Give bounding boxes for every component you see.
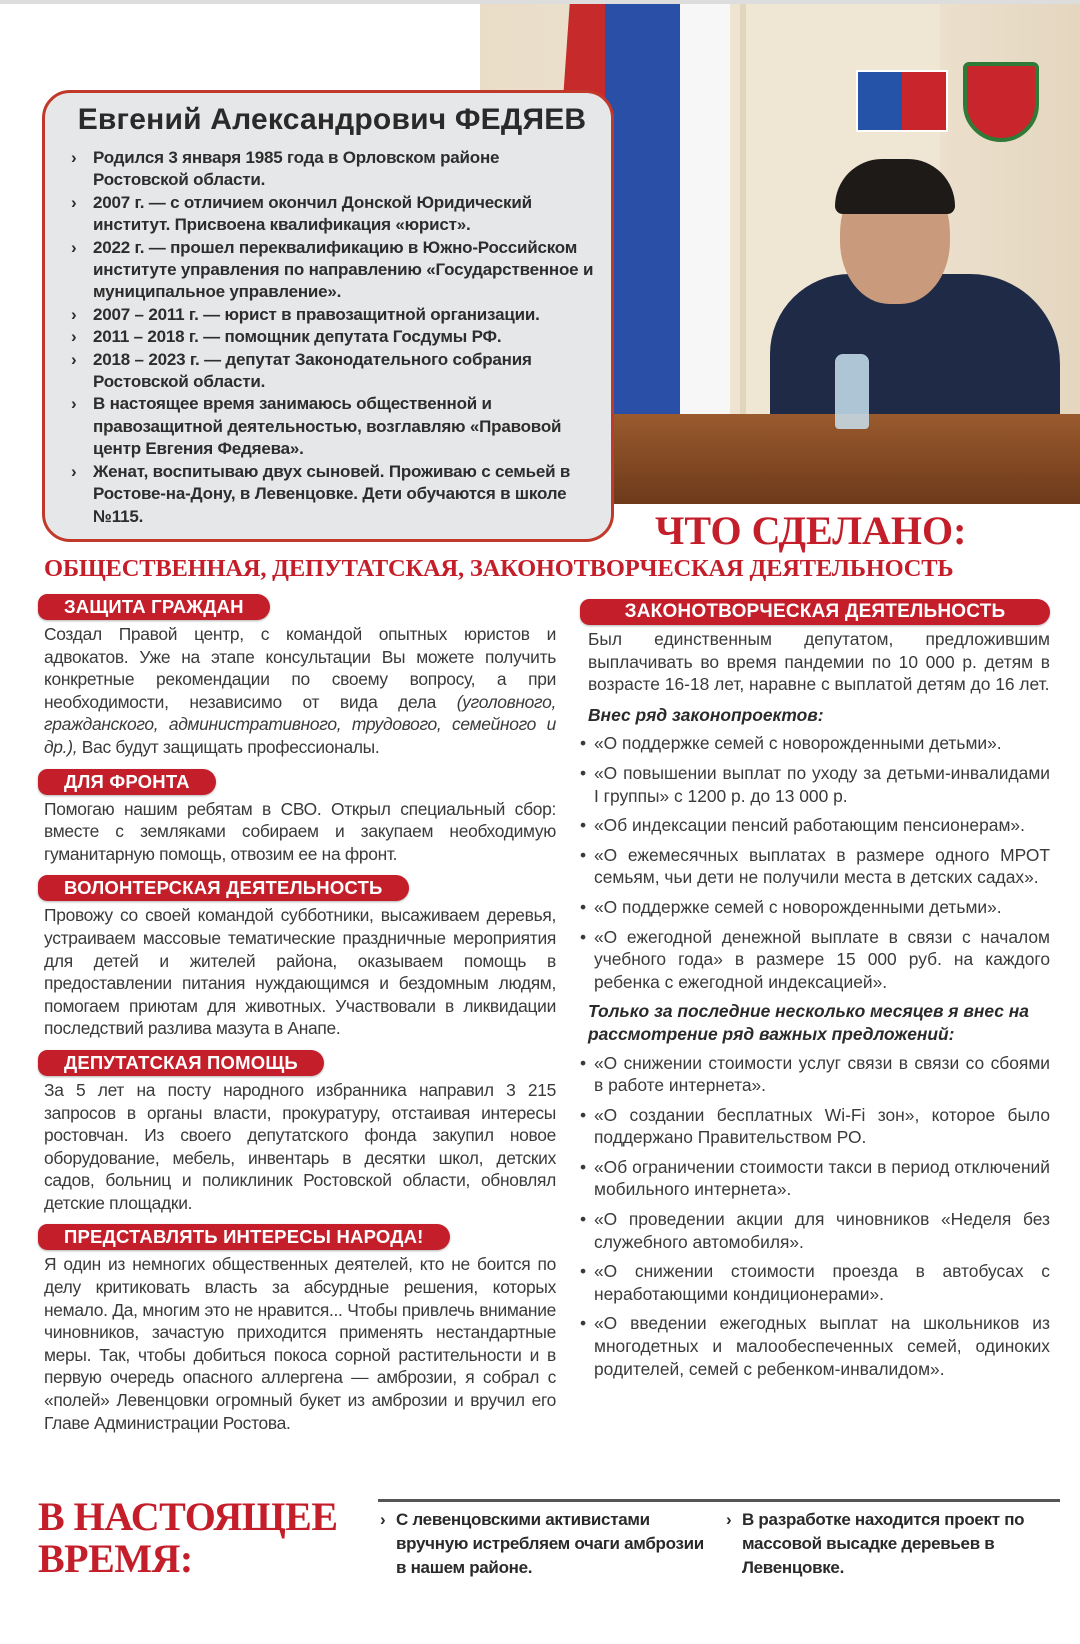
bio-box: [42, 90, 614, 542]
bio-list: [69, 147, 595, 528]
rostov-flag-emblem: [856, 70, 948, 132]
now-item: › С левенцовскими активистами вручную истребляем очаги амброзии в нашем районе.: [380, 1510, 704, 1577]
section-text-represent: Я один из немногих общественных деятелей, кто не боится по делу критиковать власть за абсурдные решения, которых немало. Да, многим это не нравится... Чтобы привлечь внимание чиновников, зачастую приходится применять нестандартные меры. Так, чтобы добиться покоса сорной растительности и в первую очередь опасного аллергена — амброзии, я собрал с «полей» Левенцовки огромный букет из амброзии и вручил его Главе Администрации Ростова.: [44, 1254, 556, 1433]
bio-item: › Женат, воспитываю двух сыновей. Проживаю с семьей в Ростове-на-Дону, в Левенцовке. Дети обучаются в школе №115.: [71, 461, 571, 526]
bio-item: › 2011 – 2018 г. — помощник депутата Госдумы РФ.: [89, 326, 595, 348]
list-item: • «Об индексации пенсий работающим пенсионерам».: [580, 814, 1050, 837]
section-label-protection: ЗАЩИТА ГРАЖДАН: [38, 594, 270, 620]
bio-item: › 2022 г. — прошел переквалификацию в Южно-Российском институте управления по направлению «Государственное и муниципальное управление».: [71, 237, 594, 302]
list-item: • «О поддержке семей с новорожденными детьми».: [580, 896, 1050, 919]
legislative-intro: Был единственным депутатом, предложившим выплачивать во время пандемии по 10 000 р. детям в возрасте 16-18 лет, наравне с выплатой детям до 16 лет.: [588, 629, 1050, 695]
bio-item: › В настоящее время занимаюсь общественной и правозащитной деятельностью, возглавляю «Правовой центр Евгения Федяева».: [71, 394, 562, 459]
list-item: • «О создании бесплатных Wi-Fi зон», которое было поддержано Правительством РО.: [580, 1104, 1050, 1149]
chevron-right-icon: ›: [71, 237, 77, 257]
bills-list: [580, 732, 1050, 993]
bills-lead: Внес ряд законопроектов:: [588, 704, 824, 725]
proposals-list: [580, 1052, 1050, 1381]
candidate-name: Евгений Александрович ФЕДЯЕВ: [77, 103, 587, 136]
left-column: [38, 594, 556, 1444]
activity-subtitle: ОБЩЕСТВЕННАЯ, ДЕПУТАТСКАЯ, ЗАКОНОТВОРЧЕСКАЯ ДЕЯТЕЛЬНОСТЬ: [44, 555, 954, 582]
list-item: • «Об ограничении стоимости такси в период отключений мобильного интернета».: [580, 1156, 1050, 1201]
list-item: • «О введении ежегодных выплат на школьников из многодетных и малообеспеченных семей, одиноких родителей, семей с ребенком-инвалидом».: [580, 1312, 1050, 1380]
section-label-volunteer: ВОЛОНТЕРСКАЯ ДЕЯТЕЛЬНОСТЬ: [38, 875, 409, 901]
list-item: • «О повышении выплат по уходу за детьми-инвалидами I группы» с 1200 р. до 13 000 р.: [580, 762, 1050, 807]
flag-blue-stripe: [605, 4, 685, 424]
now-title: В НАСТОЯЩЕЕ ВРЕМЯ:: [38, 1494, 338, 1581]
done-title: ЧТО СДЕЛАНО:: [655, 508, 967, 553]
bio-item: › 2007 г. — с отличием окончил Донской Юридический институт. Присвоена квалификация «юрист».: [71, 192, 532, 235]
list-item: • «О ежемесячных выплатах в размере одного МРОТ семьям, чьи дети не получили места в детских садах».: [580, 844, 1050, 889]
bio-item: › Родился 3 января 1985 года в Орловском районе Ростовской области.: [71, 148, 500, 190]
section-text-protection: Создал Правой центр, с командой опытных юристов и адвокатов. Уже на этапе консультации Вы можете получить конкретные рекомендации по своему вопросу, а при необходимости, независимо от вида дела (уголовного, гражданского, административного, трудового, семейного и др.), Вас будут защищать профессионалы.: [44, 624, 556, 757]
right-column: [580, 599, 1050, 1387]
list-item: • «О ежегодной денежной выплате в связи с началом учебного года» в размере 15 000 руб. на каждого ребенка с ежегодной индексацией».: [580, 926, 1050, 994]
chevron-right-icon: ›: [726, 1510, 732, 1529]
list-item: • «О проведении акции для чиновников «Неделя без служебного автомобиля».: [580, 1208, 1050, 1253]
chevron-right-icon: ›: [380, 1510, 386, 1529]
list-item: • «О поддержке семей с новорожденными детьми».: [580, 732, 1050, 755]
chevron-right-icon: ›: [71, 349, 77, 369]
section-text-front: Помогаю нашим ребятам в СВО. Открыл специальный сбор: вместе с земляками собираем и закупаем необходимую гуманитарную помощь, отвозим ее на фронт.: [44, 798, 556, 864]
chevron-right-icon: ›: [71, 192, 77, 212]
bio-item: › 2007 – 2011 г. — юрист в правозащитной организации.: [89, 304, 595, 326]
now-item: › В разработке находится проект по массовой высадке деревьев в Левенцовке.: [726, 1510, 1025, 1577]
section-label-legislative: ЗАКОНОТВОРЧЕСКАЯ ДЕЯТЕЛЬНОСТЬ: [580, 599, 1050, 625]
list-item: • «О снижении стоимости проезда в автобусах с неработающими кондиционерами».: [580, 1260, 1050, 1305]
water-bottle: [835, 354, 869, 429]
section-label-front: ДЛЯ ФРОНТА: [38, 769, 216, 795]
list-item: • «О снижении стоимости услуг связи в связи со сбоями в работе интернета».: [580, 1052, 1050, 1097]
chevron-right-icon: ›: [71, 304, 77, 324]
section-label-deputy-help: ДЕПУТАТСКАЯ ПОМОЩЬ: [38, 1050, 324, 1076]
chevron-right-icon: ›: [71, 394, 77, 414]
rostov-coat-of-arms-emblem: [963, 62, 1039, 142]
chevron-right-icon: ›: [71, 461, 77, 481]
proposals-lead: Только за последние несколько месяцев я внес на рассмотрение ряд важных предложений:: [588, 1001, 1029, 1044]
divider: [378, 1499, 1060, 1502]
section-text-volunteer: Провожу со своей командой субботники, высаживаем деревья, устраиваем массовые тематические праздничные мероприятия для детей и жителей района, оказываем помощь в предоставлении питания нуждающимся и бездомным людям, помогаем приютам для животных. Участвовали в ликвидации последствий разлива мазута в Анапе.: [44, 905, 556, 1039]
chevron-right-icon: ›: [71, 148, 77, 167]
section-text-deputy-help: За 5 лет на посту народного избранника направил 3 215 запросов в органы власти, прокуратуру, отстаивая интересы ростовчан. Из своего депутатского фонда закупил новое оборудование, мебель, инвентарь в десятки школ, детских садов, больниц и поликлиник Ростовской области, обновлял детские площадки.: [44, 1079, 556, 1213]
bio-item: › 2018 – 2023 г. — депутат Законодательного собрания Ростовской области.: [71, 349, 532, 392]
flag-white-stripe: [680, 4, 730, 424]
section-label-represent: ПРЕДСТАВЛЯТЬ ИНТЕРЕСЫ НАРОДА!: [38, 1224, 450, 1250]
chevron-right-icon: ›: [71, 327, 77, 347]
